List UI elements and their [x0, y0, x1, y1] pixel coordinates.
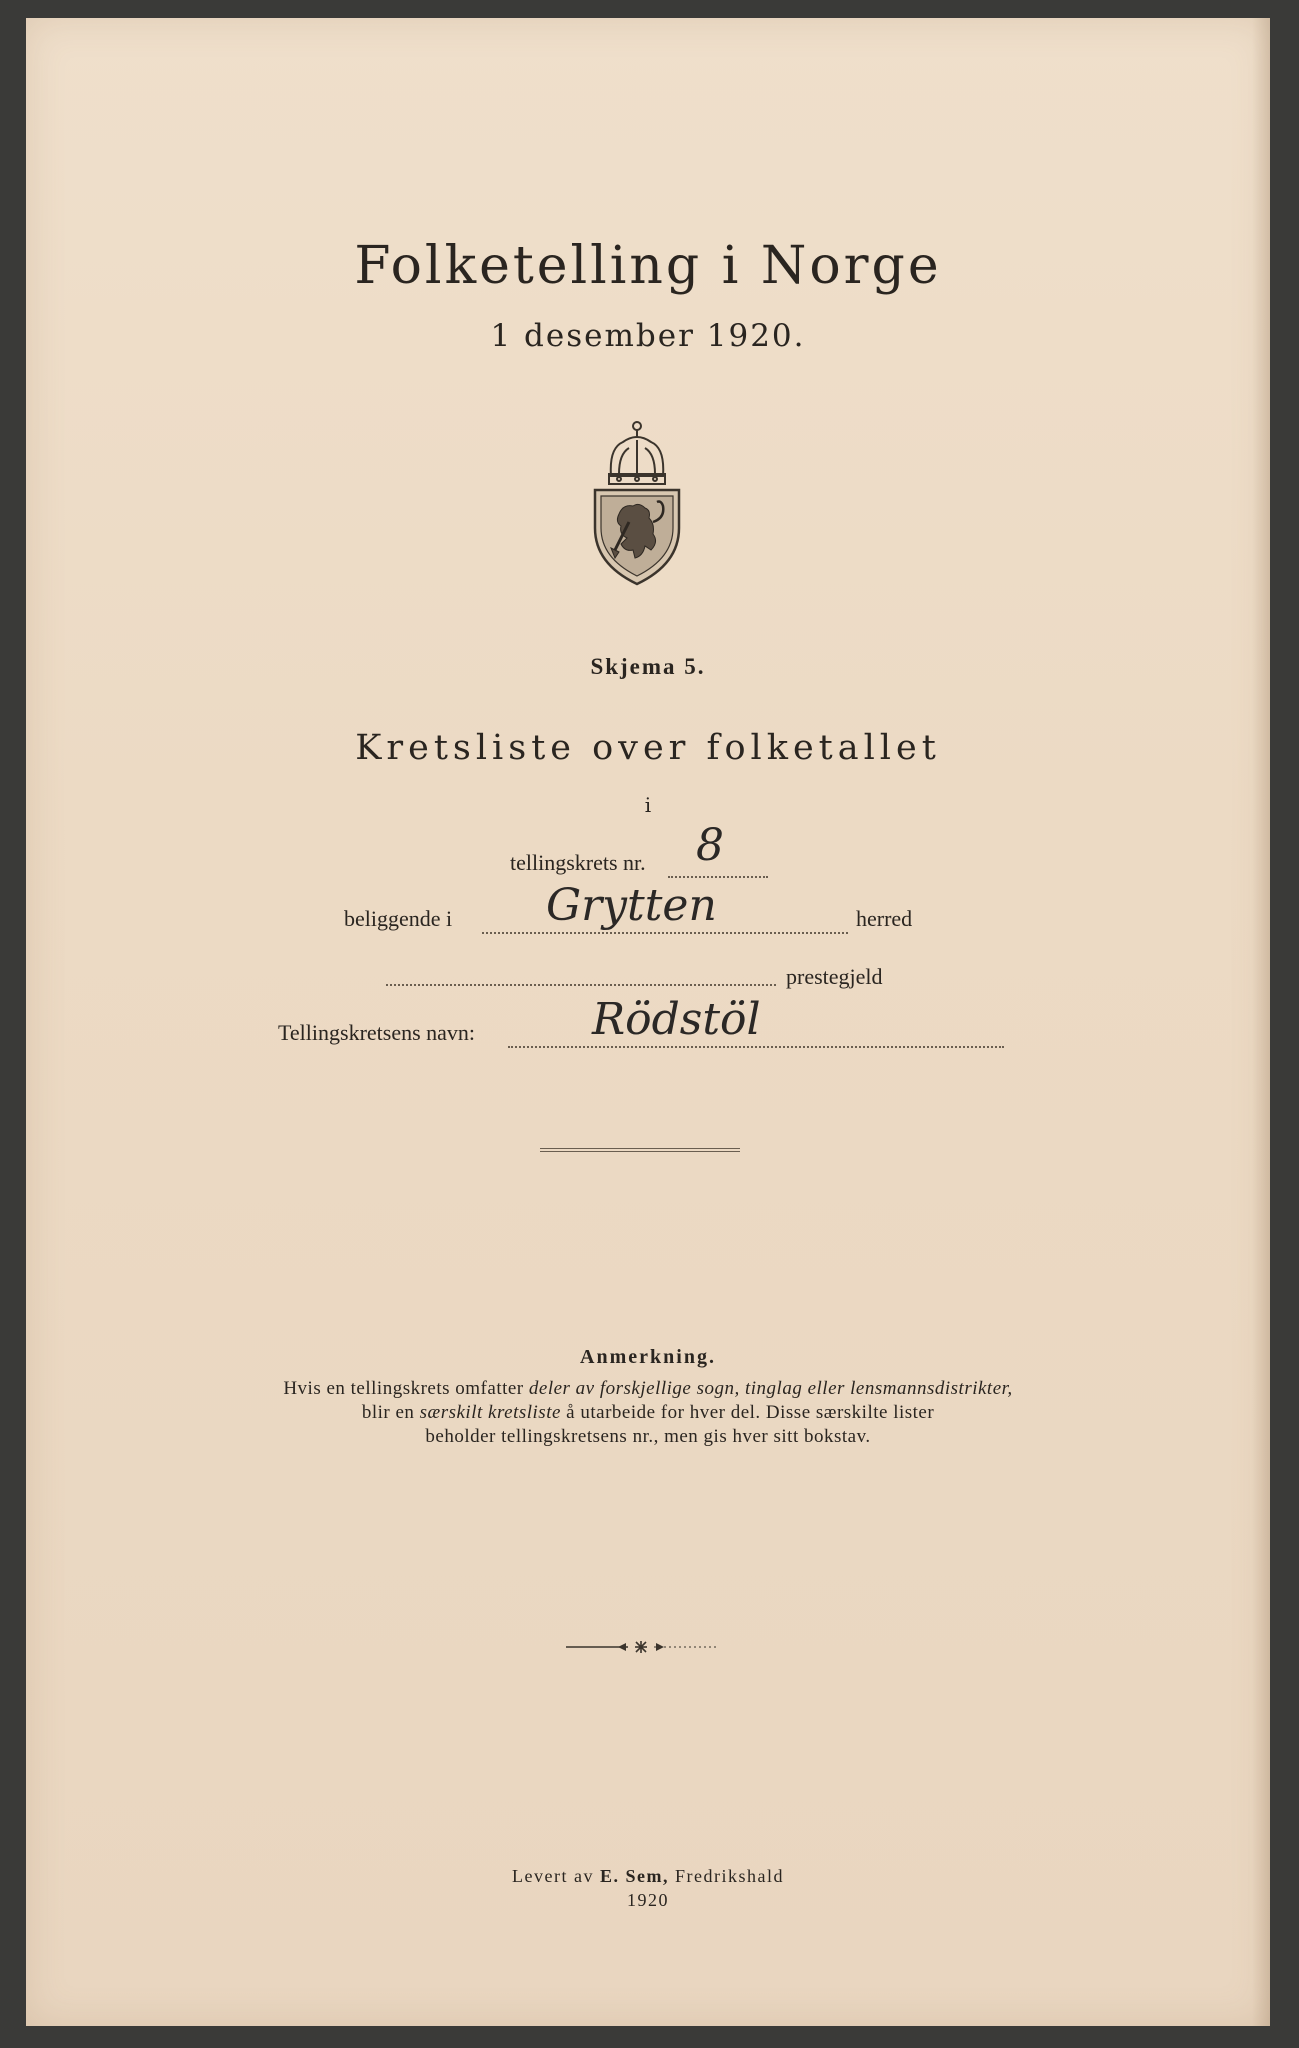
prestegjeld-label: prestegjeld — [786, 964, 883, 989]
note-line-2 — [26, 1402, 1270, 1424]
printer-place: Fredrikshald — [668, 1866, 784, 1886]
note-line-1-text: Hvis en tellingskrets omfatter — [283, 1378, 529, 1399]
note-line-2-emphasis: særskilt kretsliste — [419, 1402, 561, 1423]
note-line-2-text-a: blir en — [361, 1402, 420, 1423]
note-heading: Anmerkning. — [580, 1346, 716, 1368]
navn-value: Rödstöl — [592, 994, 761, 1045]
beliggende-label: beliggende i — [344, 906, 453, 931]
printer-name: E. Sem, — [599, 1866, 669, 1886]
preposition: i — [644, 793, 652, 817]
note-line-3: beholder tellingskretsens nr., men gis hver sitt bokstav. — [425, 1426, 871, 1447]
navn-label: Tellingskretsens navn: — [278, 1020, 476, 1045]
norwegian-coat-of-arms-icon — [589, 418, 685, 588]
tellingskrets-label: tellingskrets nr. — [510, 850, 646, 875]
printer-prefix: Levert av — [512, 1866, 600, 1886]
herred-label: herred — [856, 906, 913, 931]
schema-number: Skjema 5. — [590, 654, 706, 679]
note-line-1 — [26, 1378, 1270, 1400]
note-line-1-emphasis: deler av forskjellige sogn, tinglag eller lensmannsdistrikter, — [528, 1378, 1013, 1399]
page-title: Folketelling i Norge — [354, 236, 942, 296]
printer-credit — [26, 1866, 1270, 1887]
form-heading: Kretsliste over folketallet — [355, 728, 941, 768]
census-form-page — [26, 18, 1270, 2026]
tellingskrets-value: 8 — [696, 820, 724, 871]
printer-year: 1920 — [627, 1890, 669, 1910]
section-divider — [540, 1148, 740, 1152]
beliggende-value: Grytten — [546, 880, 717, 931]
note-line-2-text-c: å utarbeide for hver del. Disse særskilte lister — [560, 1402, 935, 1423]
prestegjeld-field — [386, 954, 776, 986]
census-date: 1 desember 1920. — [490, 318, 806, 354]
ornament-divider-icon — [566, 1640, 716, 1654]
page-edge-shadow — [1252, 18, 1270, 2026]
